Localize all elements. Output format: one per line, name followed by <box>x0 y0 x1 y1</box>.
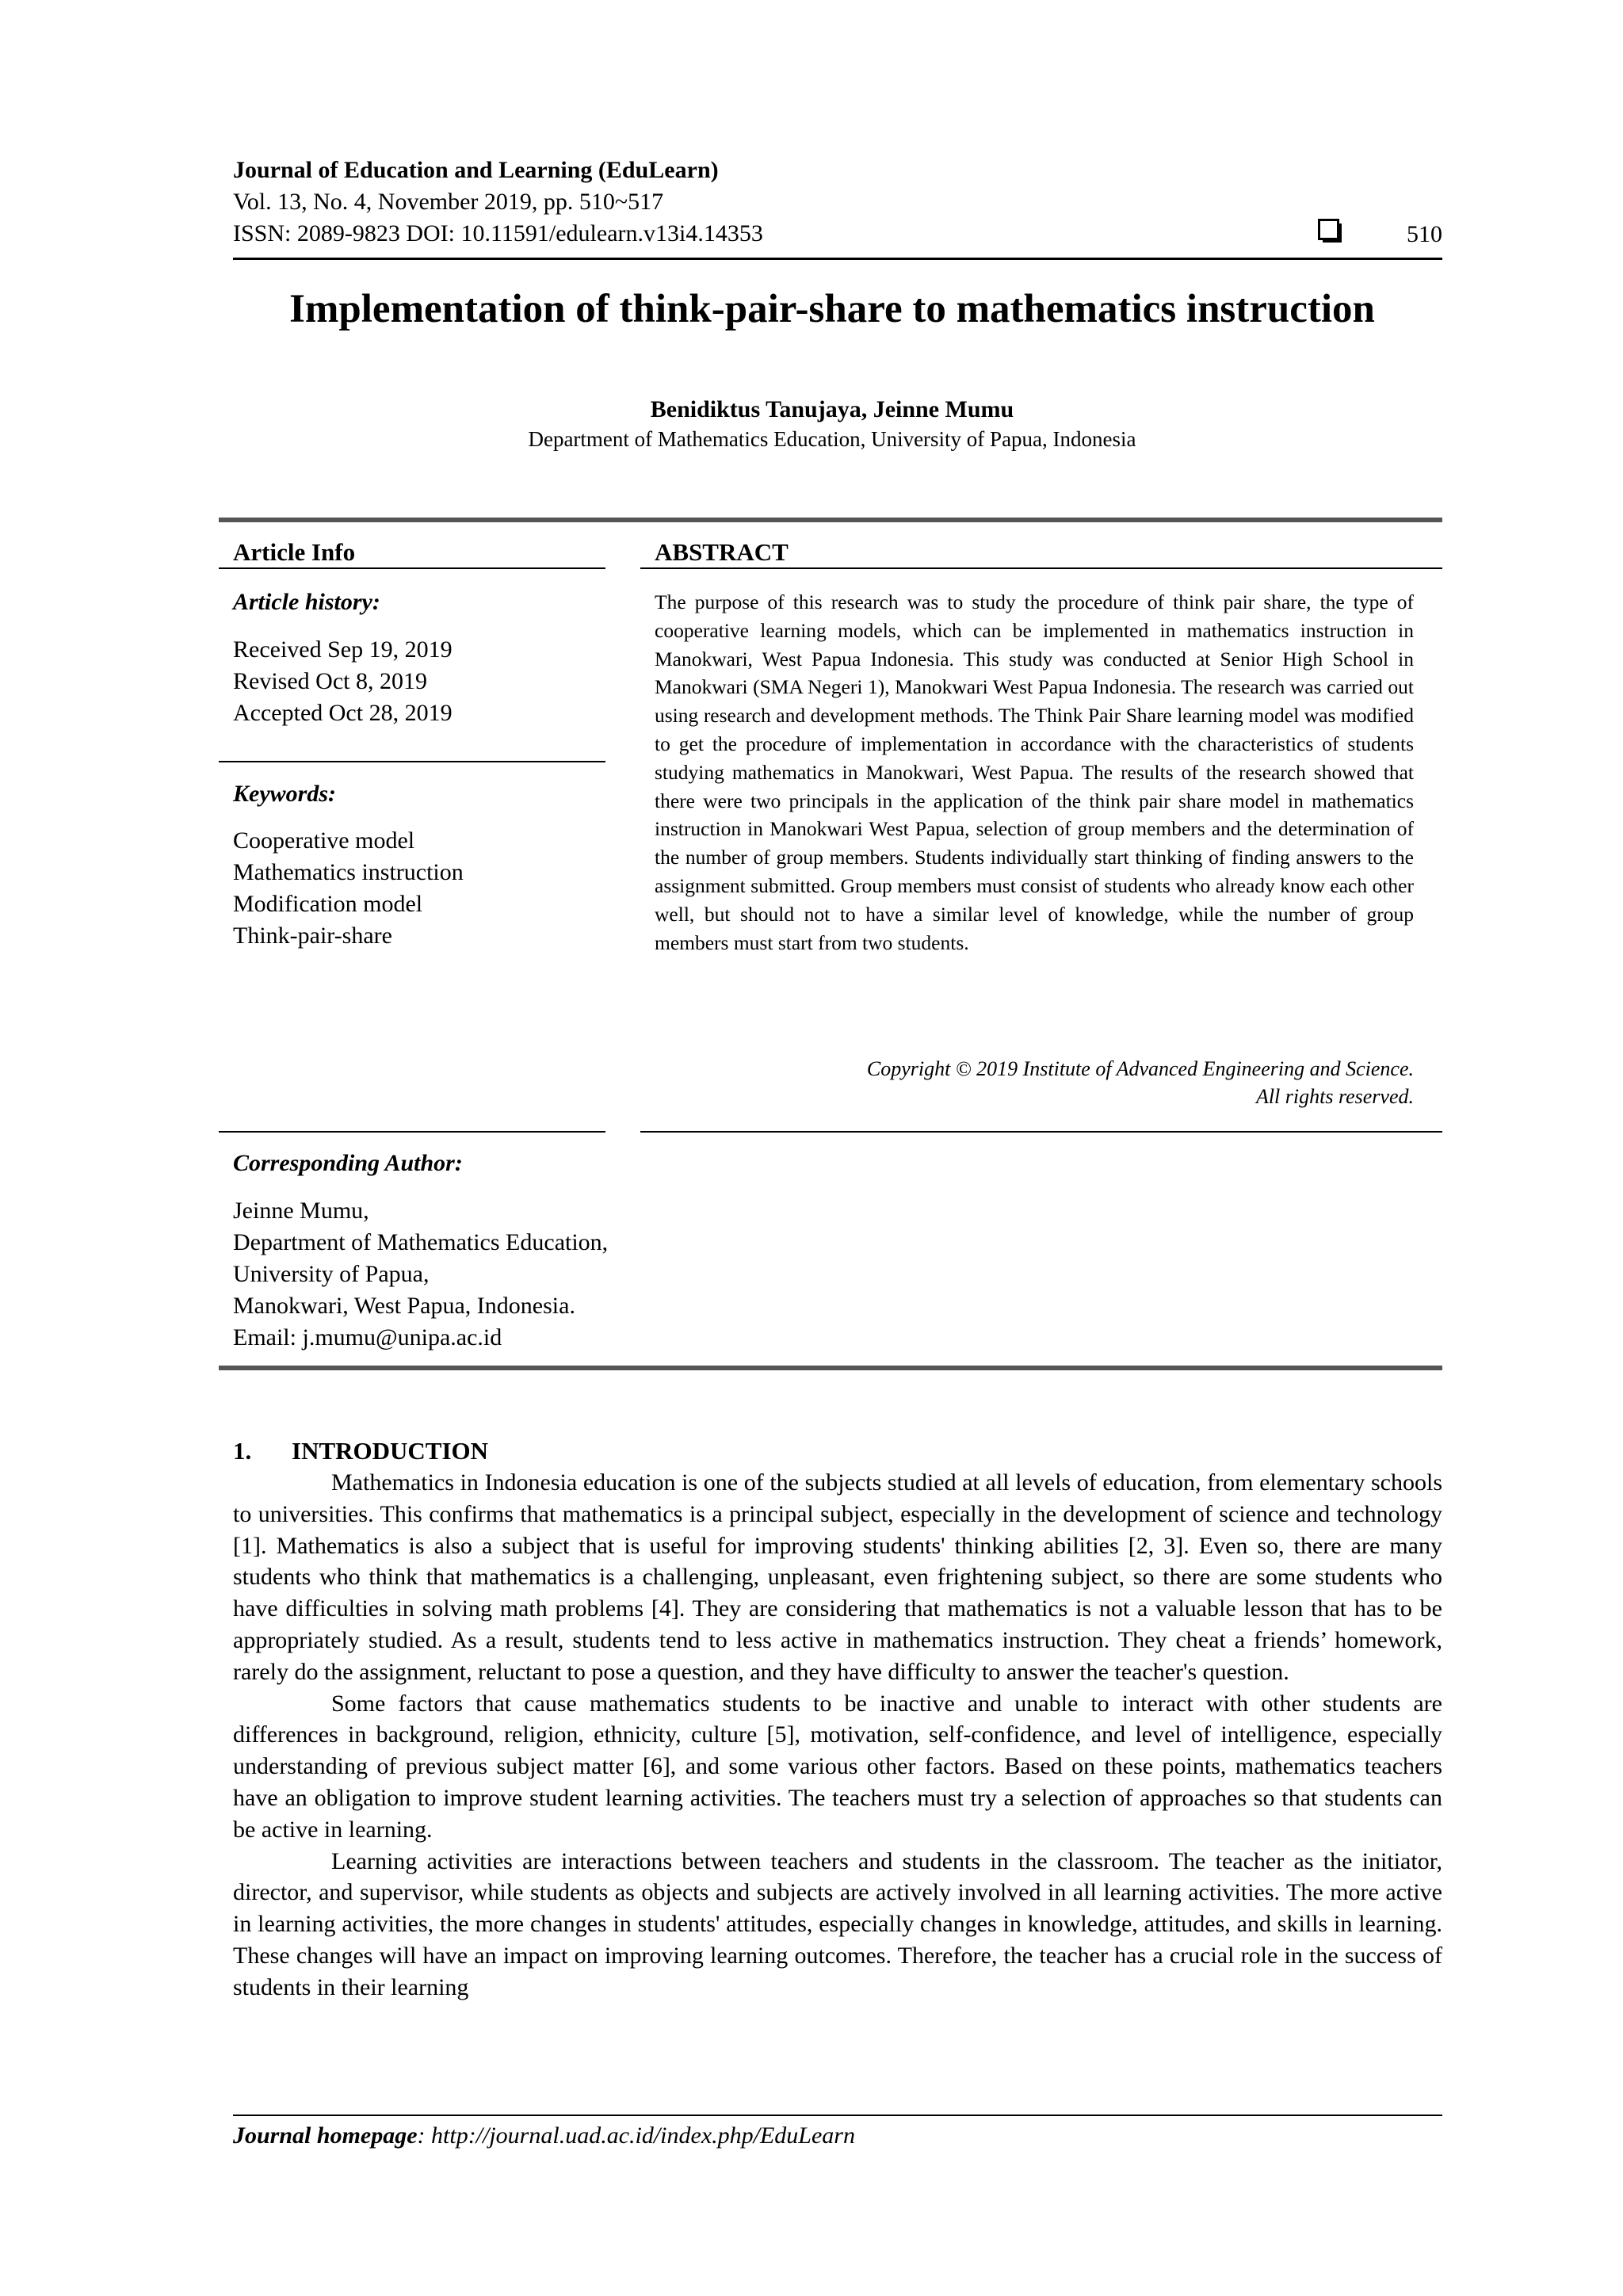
paragraph: Learning activities are interactions between teachers and students in the classroom. The teacher as the initiator, director, and supervisor, while students as objects and subjects are actively involved in all learning activities. The more active in learning activities, the more changes in students' attitudes, especially changes in knowledge, attitudes, and skills in learning. These changes will have an impact on improving learning outcomes. Therefore, the teacher has a crucial role in the success of students in their learning <box>233 1847 1442 2000</box>
keywords-heading: Keywords: <box>233 781 336 807</box>
article-history-list <box>233 634 453 729</box>
header-rule <box>233 258 1442 260</box>
section-title: INTRODUCTION <box>292 1437 489 1465</box>
article-info-heading: Article Info <box>233 538 356 566</box>
affiliation: Department of Mathematics Education, University of Papua, Indonesia <box>528 427 1136 451</box>
copyright-line: Copyright © 2019 Institute of Advanced Engineering and Science. <box>866 1057 1414 1080</box>
abstract-text: The purpose of this research was to study the procedure of think pair share, the type of cooperative learning models, which can be implemented in mathematics instruction in Manokwari, West Papua Indonesia. This study was conducted at Senior High School in Manokwari (SMA Negeri 1), Manokwari West Papua Indonesia. The research was carried out using research and development methods. The Think Pair Share learning model was modified to get the procedure of implementation in accordance with the characteristics of students studying mathematics in Manokwari, West Papua. The results of the research showed that there were two principals in the application of the think pair share model in mathematics instruction in Manokwari West Papua, selection of group members and the determination of the number of group members. Students individually start thinking of finding answers to the assignment submitted. Group members must consist of students who already know each other well, but should not to have a similar level of knowledge, while the number of group members must start from two students. <box>655 590 1414 954</box>
volume-info: Vol. 13, No. 4, November 2019, pp. 510~517 <box>233 189 664 215</box>
footer-rule <box>233 2115 1442 2116</box>
journal-name: Journal of Education and Learning (EduLearn) <box>233 157 719 183</box>
article-info-rule <box>219 567 605 569</box>
author-university: University of Papua, <box>233 1261 430 1287</box>
abstract-heading: ABSTRACT <box>655 538 789 566</box>
authors: Benidiktus Tanujaya, Jeinne Mumu <box>650 396 1014 422</box>
history-received: Received Sep 19, 2019 <box>233 636 453 663</box>
paragraph: Mathematics in Indonesia education is one of the subjects studied at all levels of education, from elementary schools to universities. This confirms that mathematics is a principal subject, especially in the development of science and technology [1]. Mathematics is also a subject that is useful for improving students' thinking abilities [2, 3]. Even so, there are many students who think that mathematics is a challenging, unpleasant, even frightening subject, so there are some students who have difficulties in solving math problems [4]. They are considering that mathematics is not a valuable lesson that has to be appropriately studied. As a result, students tend to less active in mathematics instruction. They cheat a friends’ homework, rarely do the assignment, reluctant to pose a question, and they have difficulty to answer the teacher's question. <box>233 1469 1442 1685</box>
journal-homepage <box>233 2121 855 2151</box>
author-name: Jeinne Mumu, <box>233 1198 369 1224</box>
corresponding-author-heading: Corresponding Author: <box>233 1150 463 1176</box>
issn-doi: ISSN: 2089-9823 DOI: 10.11591/edulearn.v13i4.14353 <box>233 220 763 246</box>
copyright-notice <box>655 1055 1414 1110</box>
homepage-label: Journal homepage <box>233 2122 418 2149</box>
abstract-bottom-rule <box>640 1131 1442 1133</box>
history-revised: Revised Oct 8, 2019 <box>233 668 427 694</box>
keywords-rule <box>219 1131 605 1133</box>
section-number: 1. <box>233 1437 252 1465</box>
keyword-item: Modification model <box>233 891 423 917</box>
keyword-item: Mathematics instruction <box>233 859 464 885</box>
article-history-heading: Article history: <box>233 589 380 615</box>
keywords-list <box>233 825 464 952</box>
corresponding-author-details <box>233 1195 608 1354</box>
keyword-item: Cooperative model <box>233 827 415 854</box>
abstract-rule <box>640 567 1442 569</box>
info-box-bottom-rule <box>219 1366 1442 1370</box>
introduction-heading <box>233 1436 488 1466</box>
author-email: Email: j.mumu@unipa.ac.id <box>233 1324 502 1350</box>
info-box-top-rule <box>219 518 1442 522</box>
introduction-body <box>233 1467 1442 2004</box>
page-number: 510 <box>1407 221 1442 247</box>
paper-title: Implementation of think-pair-share to mathematics instruction <box>289 287 1375 331</box>
rights-line: All rights reserved. <box>1255 1085 1414 1108</box>
history-rule <box>219 761 605 762</box>
history-accepted: Accepted Oct 28, 2019 <box>233 700 453 726</box>
author-location: Manokwari, West Papua, Indonesia. <box>233 1293 575 1319</box>
keyword-item: Think-pair-share <box>233 923 392 949</box>
homepage-url: : http://journal.uad.ac.id/index.php/EduLearn <box>417 2122 855 2149</box>
paragraph: Some factors that cause mathematics students to be inactive and unable to interact with other students are differences in background, religion, ethnicity, culture [5], motivation, self-confidence, and level of intelligence, especially understanding of previous subject matter [6], and some various other factors. Based on these points, mathematics teachers have an obligation to improve student learning activities. The teachers must try a selection of approaches so that students can be active in learning. <box>233 1690 1442 1843</box>
author-department: Department of Mathematics Education, <box>233 1229 609 1255</box>
box-shadow-square-icon <box>1318 219 1339 240</box>
